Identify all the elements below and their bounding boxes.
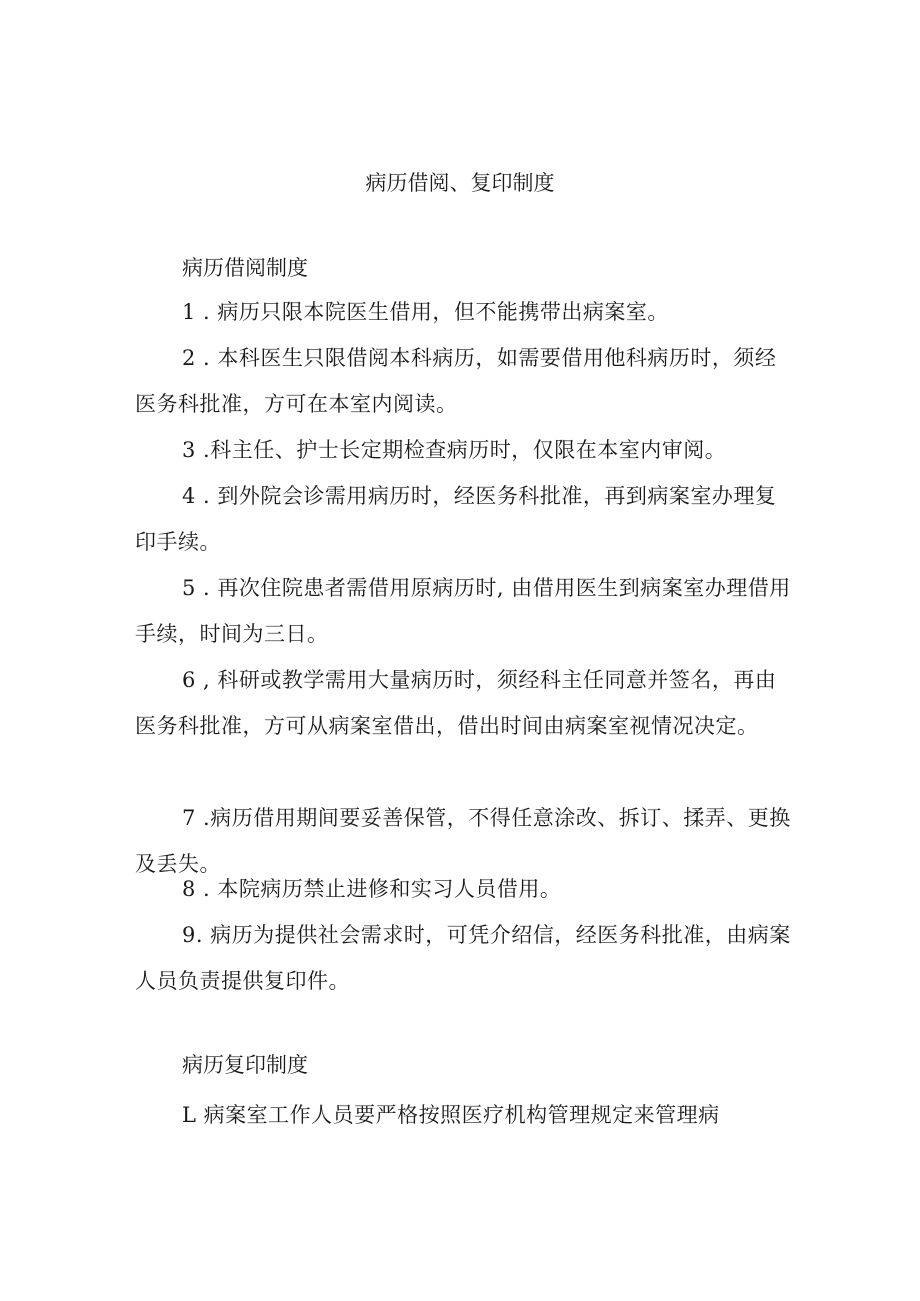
section-heading-copying: 病历复印制度 bbox=[182, 1053, 308, 1077]
borrowing-rule-9: 9. 病历为提供社会需求时，可凭介绍信，经医务科批准，由病案人员负责提供复印件。 bbox=[135, 923, 791, 993]
borrowing-rule-7: 7 .病历借用期间要妥善保管，不得任意涂改、拆订、揉弄、更换及丢失。 bbox=[135, 806, 791, 876]
borrowing-rule-1: 1 . 病历只限本院医生借用，但不能携带出病案室。 bbox=[182, 300, 669, 324]
document-title: 病历借阅、复印制度 bbox=[365, 171, 555, 195]
borrowing-rule-5: 5 . 再次住院患者需借用原病历时, 由借用医生到病案室办理借用手续，时间为三日。 bbox=[135, 576, 791, 646]
borrowing-rule-2: 2 . 本科医生只限借阅本科病历，如需要借用他科病历时，须经医务科批准，方可在本室内阅读。 bbox=[135, 346, 777, 416]
section-heading-borrowing: 病历借阅制度 bbox=[182, 256, 308, 280]
copying-rule-1: L 病案室工作人员要严格按照医疗机构管理规定来管理病 bbox=[182, 1103, 720, 1127]
borrowing-rule-6: 6 , 科研或教学需用大量病历时，须经科主任同意并签名，再由医务科批准，方可从病案室借出，借出时间由病案室视情况决定。 bbox=[135, 668, 777, 738]
borrowing-rule-8: 8 . 本院病历禁止进修和实习人员借用。 bbox=[182, 877, 562, 901]
borrowing-rule-4: 4 . 到外院会诊需用病历时，经医务科批准，再到病案室办理复印手续。 bbox=[135, 484, 777, 554]
borrowing-rule-3: 3 .科主任、护士长定期检查病历时，仅限在本室内审阅。 bbox=[182, 438, 727, 462]
